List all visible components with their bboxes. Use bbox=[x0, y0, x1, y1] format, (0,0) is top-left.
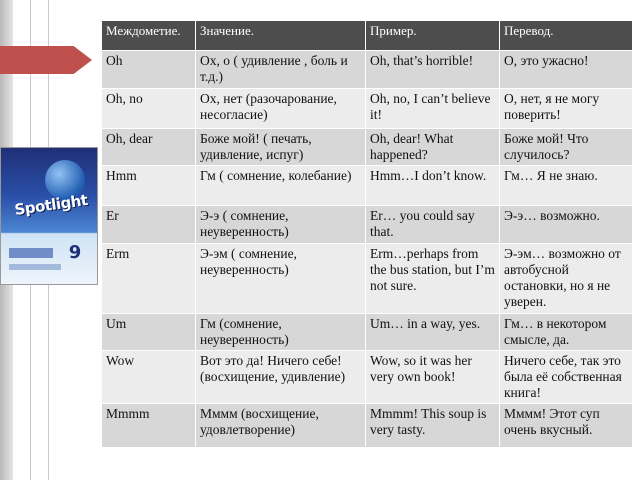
table-row bbox=[102, 51, 633, 89]
cell-example: Mmmm! This soup is very tasty. bbox=[366, 404, 500, 448]
table-row bbox=[102, 166, 633, 206]
cell-meaning: Мммм (восхищение, удовлетворение) bbox=[196, 404, 366, 448]
cell-example: Oh, no, I can’t believe it! bbox=[366, 89, 500, 129]
cell-meaning: Ох, о ( удивление , боль и т.д.) bbox=[196, 51, 366, 89]
cell-translation: Мммм! Этот суп очень вкусный. bbox=[500, 404, 633, 448]
table-row bbox=[102, 314, 633, 351]
cell-example: Oh, that’s horrible! bbox=[366, 51, 500, 89]
cell-meaning: Э-эм ( сомнение, неуверенность) bbox=[196, 244, 366, 314]
cell-interjection: Mmmm bbox=[102, 404, 196, 448]
cell-interjection: Oh, no bbox=[102, 89, 196, 129]
table-row bbox=[102, 89, 633, 129]
header-example: Пример. bbox=[366, 21, 500, 51]
cell-translation: Гм… в некотором смысле, да. bbox=[500, 314, 633, 351]
cell-interjection: Oh, dear bbox=[102, 129, 196, 166]
cell-meaning: Гм (сомнение, неуверенность) bbox=[196, 314, 366, 351]
interjections-table bbox=[101, 20, 633, 448]
cell-example: Hmm…I don’t know. bbox=[366, 166, 500, 206]
cell-translation: О, нет, я не могу поверить! bbox=[500, 89, 633, 129]
cell-translation: Ничего себе, так это была её собственная книга! bbox=[500, 351, 633, 404]
cell-interjection: Wow bbox=[102, 351, 196, 404]
cell-interjection: Um bbox=[102, 314, 196, 351]
book-logo-strip bbox=[9, 264, 61, 270]
red-arrow-shape bbox=[0, 46, 92, 74]
book-title: Spotlight bbox=[13, 190, 89, 220]
cell-meaning: Э-э ( сомнение, неуверенность) bbox=[196, 206, 366, 244]
cell-meaning: Вот это да! Ничего себе! (восхищение, удивление) bbox=[196, 351, 366, 404]
cell-translation: Э-эм… возможно от автобусной остановки, но я не уверен. bbox=[500, 244, 633, 314]
table-row bbox=[102, 404, 633, 448]
cell-example: Um… in a way, yes. bbox=[366, 314, 500, 351]
textbook-cover-image bbox=[0, 147, 98, 285]
cell-interjection: Er bbox=[102, 206, 196, 244]
table-header-row bbox=[102, 21, 633, 51]
cell-interjection: Oh bbox=[102, 51, 196, 89]
cell-interjection: Erm bbox=[102, 244, 196, 314]
header-interjection: Междометие. bbox=[102, 21, 196, 51]
header-translation: Перевод. bbox=[500, 21, 633, 51]
cell-translation: О, это ужасно! bbox=[500, 51, 633, 89]
cell-interjection: Hmm bbox=[102, 166, 196, 206]
table-row bbox=[102, 244, 633, 314]
cell-meaning: Боже мой! ( печать, удивление, испуг) bbox=[196, 129, 366, 166]
cell-meaning: Ох, нет (разочарование, несогласие) bbox=[196, 89, 366, 129]
cell-translation: Гм… Я не знаю. bbox=[500, 166, 633, 206]
book-logo-strip bbox=[9, 248, 53, 258]
cell-translation: Э-э… возможно. bbox=[500, 206, 633, 244]
table-row bbox=[102, 206, 633, 244]
cell-example: Erm…perhaps from the bus station, but I’m not sure. bbox=[366, 244, 500, 314]
cell-meaning: Гм ( сомнение, колебание) bbox=[196, 166, 366, 206]
book-grade-number: 9 bbox=[68, 242, 82, 263]
header-meaning: Значение. bbox=[196, 21, 366, 51]
cell-example: Oh, dear! What happened? bbox=[366, 129, 500, 166]
cell-example: Wow, so it was her very own book! bbox=[366, 351, 500, 404]
table-row bbox=[102, 129, 633, 166]
cell-example: Er… you could say that. bbox=[366, 206, 500, 244]
table-row bbox=[102, 351, 633, 404]
cell-translation: Боже мой! Что случилось? bbox=[500, 129, 633, 166]
